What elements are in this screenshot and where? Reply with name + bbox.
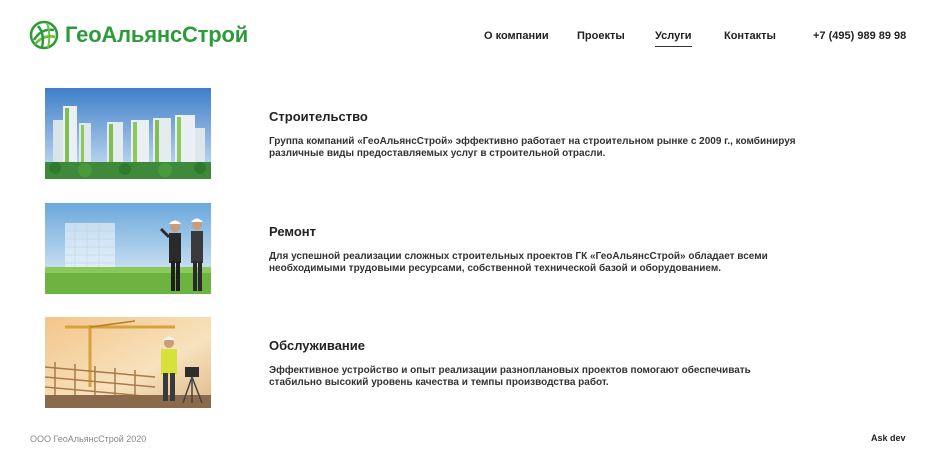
service-description: Для успешной реализации сложных строительных проектов ГК «ГеоАльянсСтрой» обладает всеми необходимыми трудовыми ресурсами, собственной технической базой и оборудованием. [269,251,768,274]
service-title: Обслуживание [269,338,366,353]
nav-item-services[interactable]: Услуги [655,30,692,47]
footer-copyright: ООО ГеоАльянсСтрой 2020 [30,434,147,444]
phone-number[interactable]: +7 (495) 989 89 98 [813,30,907,42]
service-title: Строительство [269,109,368,124]
service-description: Эффективное устройство и опыт реализации разноплановых проектов помогают обеспечивать стабильно высокий уровень качества и темпы производства работ. [269,365,751,388]
main-nav [0,30,935,50]
nav-item-about[interactable]: О компании [484,30,549,42]
nav-item-projects[interactable]: Проекты [577,30,625,42]
service-description: Группа компаний «ГеоАльянсСтрой» эффективно работает на строительном рынке с 2009 г., комбинируя различные виды предоставляемых услуг в строительной отрасли. [269,136,796,159]
site-header [0,0,935,72]
service-image-repair [45,203,211,294]
ask-dev-link[interactable]: Ask dev [871,433,906,443]
brand-name: ГеоАльянсСтрой [65,22,249,47]
nav-item-contacts[interactable]: Контакты [724,30,776,42]
service-construction [45,88,805,180]
service-title: Ремонт [269,224,317,239]
service-repair [45,203,805,295]
service-image-maintenance [45,317,211,408]
service-image-construction [45,88,211,179]
service-maintenance [45,317,805,409]
